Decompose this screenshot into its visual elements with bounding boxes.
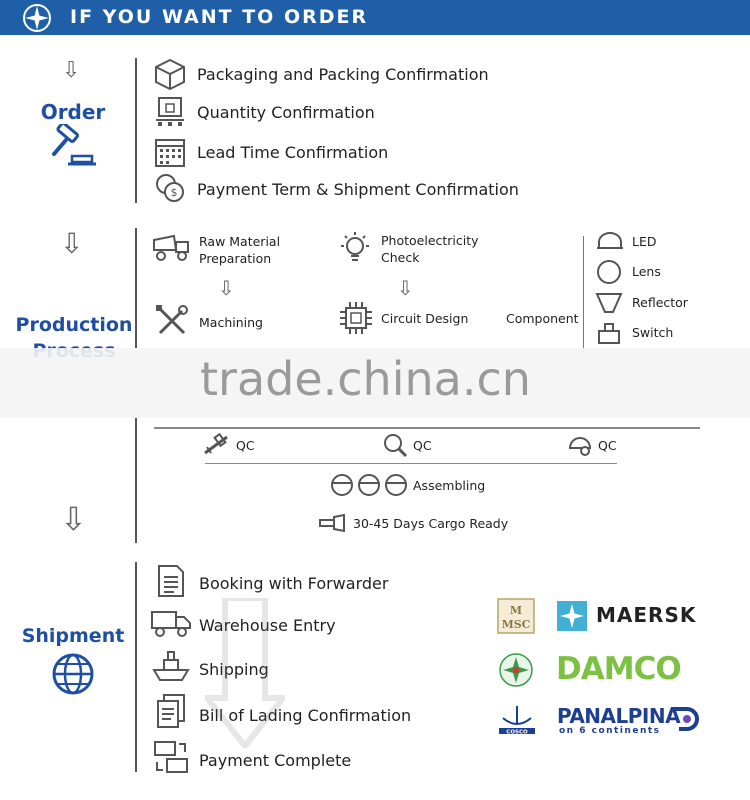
panalpina-emblem-icon [669,705,699,733]
coins-payment-icon [154,172,186,204]
circuit-chip-icon [338,300,374,336]
helmet-gear-icon [567,432,593,458]
cargo-ready-label: 30-45 Days Cargo Ready [353,516,509,531]
caliper-icon [203,433,229,457]
qc-divider-bottom [205,463,617,464]
compass-logo-icon [22,3,52,33]
order-item: Payment Term & Shipment Confirmation [197,180,519,199]
watermark-text: trade.china.cn [200,352,531,406]
qc-label: QC [598,438,617,453]
component-item: Lens [632,264,661,279]
auction-gavel-icon [50,124,98,168]
maersk-star-icon [557,601,587,631]
shipment-item: Warehouse Entry [199,616,336,635]
calendar-icon [154,136,186,168]
china-shipping-logo [497,652,535,688]
qc-divider-top [154,427,700,429]
assembling-label: Assembling [413,478,486,493]
document-icon [156,565,186,597]
component-label: Component [506,311,579,326]
package-box-icon [154,58,186,90]
qc-label: QC [413,438,432,453]
component-item: Switch [632,325,674,340]
circuit-design-label: Circuit Design [381,311,469,326]
production-label: Production [15,314,133,336]
down-arrow-icon: ⇩ [60,227,84,260]
panalpina-tagline: on 6 continents [559,726,661,736]
down-arrow-icon: ⇩ [397,276,414,300]
msc-logo [497,598,535,634]
raw-material-label-line2: Preparation [199,251,272,266]
dump-truck-icon [152,232,192,264]
down-arrow-icon: ⇩ [62,58,81,83]
svg-text:MSC: MSC [501,618,531,631]
bill-of-lading-icon [156,694,186,728]
divider-line [135,58,137,203]
component-divider [583,236,584,352]
divider-line [135,418,137,543]
pallet-quantity-icon [154,96,186,128]
cargo-ship-icon [152,648,190,684]
switch-icon [597,321,621,345]
divider-line [135,228,137,348]
damco-logo-text: DAMCO [556,651,681,687]
raw-material-label: Raw Material [199,234,281,249]
shipment-item: Payment Complete [199,751,352,770]
order-item: Lead Time Confirmation [197,143,389,162]
led-icon [596,232,624,250]
payment-transfer-icon [153,740,189,774]
maersk-logo-text: MAERSK [596,603,697,627]
panalpina-logo-text: PANALPINA [557,704,681,728]
page-title: IF YOU WANT TO ORDER [70,6,369,28]
lens-icon [596,259,622,285]
machining-label: Machining [199,315,263,330]
light-bulb-icon [337,230,373,266]
down-arrow-icon: ⇩ [60,500,87,538]
header-bar [0,0,750,35]
globe-icon [48,650,98,698]
svg-text:$: $ [170,186,178,199]
delivery-truck-icon [150,608,192,638]
shipment-label: Shipment [21,625,125,647]
divider-line [135,562,137,772]
magnifier-icon [382,432,408,458]
large-down-arrow-icon [205,598,285,748]
photoelectricity-label-line2: Check [381,250,420,265]
reflector-icon [595,291,623,315]
component-item: LED [632,234,657,249]
photoelectricity-label: Photoelectricity [381,233,479,248]
shipment-item: Booking with Forwarder [199,574,389,593]
workers-icon [330,472,408,498]
component-item: Reflector [632,295,688,310]
order-item: Packaging and Packing Confirmation [197,65,489,84]
svg-text:M: M [509,604,523,617]
cosco-logo [497,704,537,736]
flashlight-icon [318,514,348,532]
wrench-screwdriver-icon [154,303,190,339]
order-label: Order [40,100,106,124]
down-arrow-icon: ⇩ [218,276,235,300]
shipment-item: Shipping [199,660,269,679]
svg-text:COSCO: COSCO [506,729,528,736]
qc-label: QC [236,438,255,453]
shipment-item: Bill of Lading Confirmation [199,706,412,725]
order-item: Quantity Confirmation [197,103,375,122]
